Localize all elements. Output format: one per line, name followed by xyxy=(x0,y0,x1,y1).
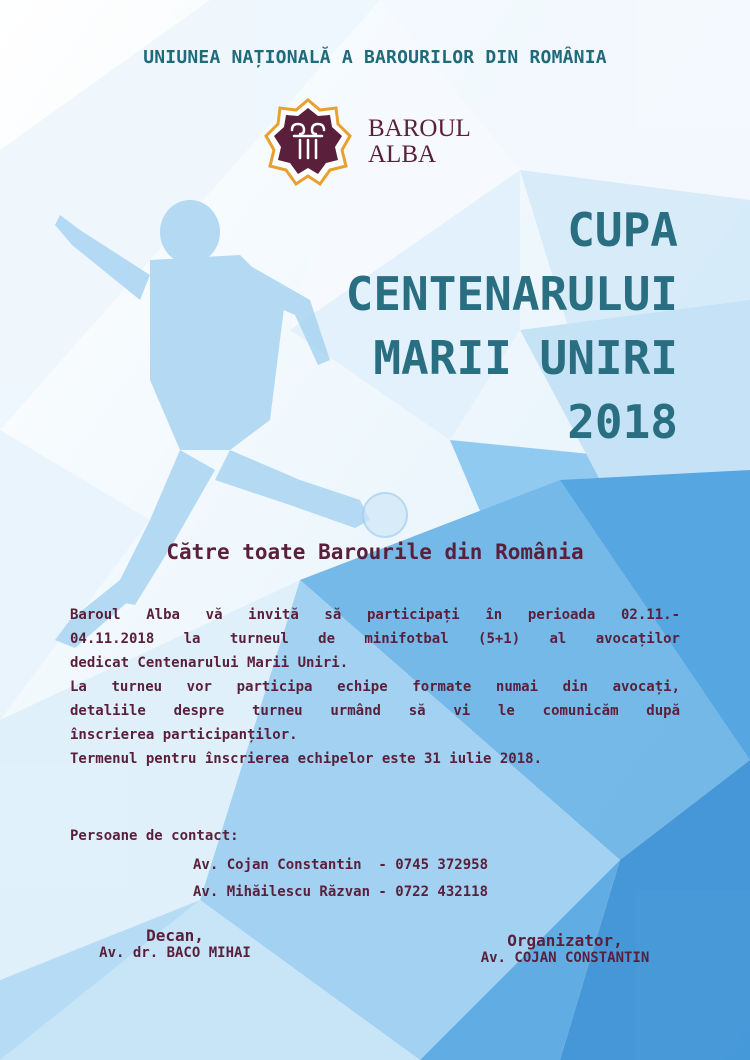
title-line: 2018 xyxy=(567,395,678,449)
organizer-signature xyxy=(440,931,690,966)
title-line: CUPA xyxy=(567,203,678,257)
body-line: înscrierea participanților. xyxy=(70,727,298,743)
title-line: MARII UNIRI xyxy=(373,331,678,385)
contacts-label: Persoane de contact: xyxy=(70,828,239,844)
column-capital-icon xyxy=(262,96,354,188)
logo-line-1: BAROUL xyxy=(368,115,471,142)
body-line: Baroul Alba vă invită să participați în perioada 02.11.- xyxy=(70,607,680,623)
baroul-alba-logo xyxy=(262,96,502,188)
signature-name: Av. COJAN CONSTANTIN xyxy=(480,950,650,966)
invitation-body xyxy=(70,603,680,771)
contact-item: Av. Mihăilescu Răzvan - 0722 432118 xyxy=(193,884,489,900)
title-line: CENTENARULUI xyxy=(345,267,678,321)
body-line: 04.11.2018 la turneul de minifotbal (5+1) al avocaților xyxy=(70,631,680,647)
body-line: La turneu vor participa echipe formate numai din avocați, xyxy=(70,679,680,695)
organization-title: UNIUNEA NAȚIONALĂ A BAROURILOR DIN ROMÂNIA xyxy=(143,47,607,68)
body-line: detaliile despre turneu urmând să vi le comunicăm după xyxy=(70,703,680,719)
logo-text xyxy=(368,116,471,168)
body-line: Termenul pentru înscrierea echipelor este 31 iulie 2018. xyxy=(70,751,543,767)
subtitle: Către toate Barourile din România xyxy=(166,540,584,564)
logo-line-2: ALBA xyxy=(368,141,437,168)
signature-name: Av. dr. BACO MIHAI xyxy=(99,945,251,961)
cup-title xyxy=(158,198,678,454)
body-line: dedicat Centenarului Marii Uniri. xyxy=(70,655,349,671)
signature-role: Organizator, xyxy=(507,931,623,950)
ball xyxy=(363,493,407,537)
signature-role: Decan, xyxy=(146,926,204,945)
dean-signature xyxy=(60,926,290,961)
contact-item: Av. Cojan Constantin - 0745 372958 xyxy=(193,857,489,873)
